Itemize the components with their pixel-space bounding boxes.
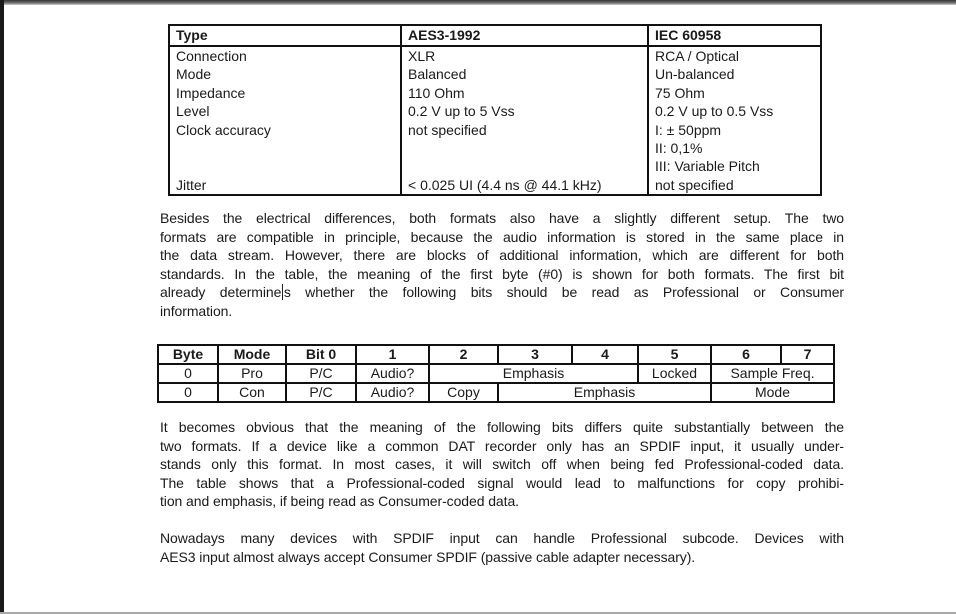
- format-comparison-table: [168, 24, 822, 196]
- bits-header-bit6[interactable]: 6: [711, 345, 781, 364]
- spec-cell[interactable]: II: 0,1%: [648, 139, 821, 157]
- spec-cell[interactable]: Clock accuracy: [169, 121, 401, 139]
- bits-header-bit0[interactable]: Bit 0: [286, 345, 356, 364]
- paragraph-line[interactable]: information.: [160, 302, 233, 319]
- spec-cell[interactable]: III: Variable Pitch: [648, 157, 821, 175]
- paragraph-line[interactable]: standards. In the table, the meaning of the first byte (#0) is shown for both formats. The first bit: [160, 265, 844, 282]
- bits-header-bit5[interactable]: 5: [638, 345, 711, 364]
- bits-cell[interactable]: Mode: [711, 383, 834, 402]
- bits-cell[interactable]: Locked: [638, 364, 711, 383]
- paragraph-line[interactable]: Besides the electrical differences, both formats also have a slightly different setup. The two: [160, 210, 844, 226]
- paragraph-setup-differences[interactable]: [160, 209, 844, 320]
- bits-header-bit1[interactable]: 1: [356, 345, 429, 364]
- spec-cell[interactable]: 110 Ohm: [401, 84, 648, 102]
- spec-cell[interactable]: Un-balanced: [648, 65, 821, 83]
- spec-header-iec[interactable]: IEC 60958: [648, 25, 821, 46]
- window-border-left: [0, 0, 4, 614]
- bits-header-mode[interactable]: Mode: [218, 345, 286, 364]
- spec-row-level: [169, 102, 821, 120]
- spec-row-jitter: [169, 176, 821, 195]
- spec-row-mode: [169, 65, 821, 83]
- spec-cell[interactable]: Connection: [169, 46, 401, 65]
- spec-cell[interactable]: [401, 139, 648, 157]
- bits-cell[interactable]: Audio?: [356, 383, 429, 402]
- bits-row-professional: [158, 364, 834, 383]
- paragraph-line-with-caret[interactable]: [160, 283, 844, 302]
- bits-cell[interactable]: Con: [218, 383, 286, 402]
- paragraph-bit-meaning[interactable]: [160, 418, 844, 511]
- bits-cell[interactable]: Sample Freq.: [711, 364, 834, 383]
- spec-cell[interactable]: not specified: [401, 121, 648, 139]
- paragraph-line[interactable]: tion and emphasis, if being read as Consumer-coded data.: [160, 493, 519, 509]
- bits-header-bit2[interactable]: 2: [429, 345, 498, 364]
- paragraph-line[interactable]: the data stream. However, there are blocks of additional information, which are different for both: [160, 247, 844, 263]
- paragraph-line[interactable]: Nowadays many devices with SPDIF input can handle Professional subcode. Devices with: [160, 530, 844, 546]
- spec-cell[interactable]: 75 Ohm: [648, 84, 821, 102]
- spec-cell[interactable]: Balanced: [401, 65, 648, 83]
- bits-cell[interactable]: 0: [158, 364, 218, 383]
- spec-row-clock-accuracy-3: [169, 157, 821, 175]
- bits-cell[interactable]: 0: [158, 383, 218, 402]
- spec-cell[interactable]: 0.2 V up to 5 Vss: [401, 102, 648, 120]
- spec-cell[interactable]: < 0.025 UI (4.4 ns @ 44.1 kHz): [401, 176, 648, 195]
- bits-header-row: [158, 345, 834, 364]
- bits-header-bit4[interactable]: 4: [572, 345, 638, 364]
- spec-cell[interactable]: Mode: [169, 65, 401, 83]
- bits-header-bit3[interactable]: 3: [498, 345, 572, 364]
- text-before-cursor: already determine: [160, 284, 282, 300]
- paragraph-line[interactable]: It becomes obvious that the meaning of the following bits differs quite substantially between the: [160, 419, 844, 435]
- spec-header-type[interactable]: Type: [169, 25, 401, 46]
- spec-cell[interactable]: I: ± 50ppm: [648, 121, 821, 139]
- paragraph-line[interactable]: two formats. If a device like a common DAT recorder only has an SPDIF input, it usually under-: [160, 437, 844, 454]
- spec-cell[interactable]: XLR: [401, 46, 648, 65]
- spec-cell[interactable]: Level: [169, 102, 401, 120]
- bits-cell[interactable]: Pro: [218, 364, 286, 383]
- bits-cell[interactable]: Audio?: [356, 364, 429, 383]
- paragraph-line[interactable]: The table shows that a Professional-coded signal would lead to malfunctions for copy prohibi-: [160, 474, 844, 491]
- spec-row-clock-accuracy-2: [169, 139, 821, 157]
- bits-cell[interactable]: Copy: [429, 383, 498, 402]
- text-after-cursor: s whether the following bits should be read as Professional or Consumer: [283, 284, 844, 300]
- bits-header-byte[interactable]: Byte: [158, 345, 218, 364]
- bits-cell[interactable]: P/C: [286, 383, 356, 402]
- bits-cell[interactable]: Emphasis: [498, 383, 711, 402]
- spec-cell[interactable]: [169, 157, 401, 175]
- spec-cell[interactable]: RCA / Optical: [648, 46, 821, 65]
- spec-cell[interactable]: [169, 139, 401, 157]
- spec-cell[interactable]: Jitter: [169, 176, 401, 195]
- paragraph-line[interactable]: AES3 input almost always accept Consumer SPDIF (passive cable adapter necessary).: [160, 548, 696, 565]
- spec-cell[interactable]: Impedance: [169, 84, 401, 102]
- spec-row-connection: [169, 46, 821, 65]
- spec-row-clock-accuracy: [169, 121, 821, 139]
- paragraph-line[interactable]: formats are compatible in principle, because the audio information is stored in the same place in: [160, 228, 844, 245]
- bits-cell[interactable]: Emphasis: [429, 364, 638, 383]
- spec-row-impedance: [169, 84, 821, 102]
- bits-header-bit7[interactable]: 7: [781, 345, 834, 364]
- spec-cell[interactable]: [401, 157, 648, 175]
- spec-cell[interactable]: not specified: [648, 176, 821, 195]
- paragraph-device-compatibility[interactable]: [160, 529, 844, 566]
- paragraph-line[interactable]: stands only this format. In most cases, it will switch off when being fed Professional-coded data.: [160, 456, 844, 472]
- bits-row-consumer: [158, 383, 834, 402]
- channel-status-byte-table: [157, 344, 835, 403]
- spec-cell[interactable]: 0.2 V up to 0.5 Vss: [648, 102, 821, 120]
- spec-header-aes3[interactable]: AES3-1992: [401, 25, 648, 46]
- spec-header-row: [169, 25, 821, 46]
- bits-cell[interactable]: P/C: [286, 364, 356, 383]
- window-border-top: [0, 0, 956, 5]
